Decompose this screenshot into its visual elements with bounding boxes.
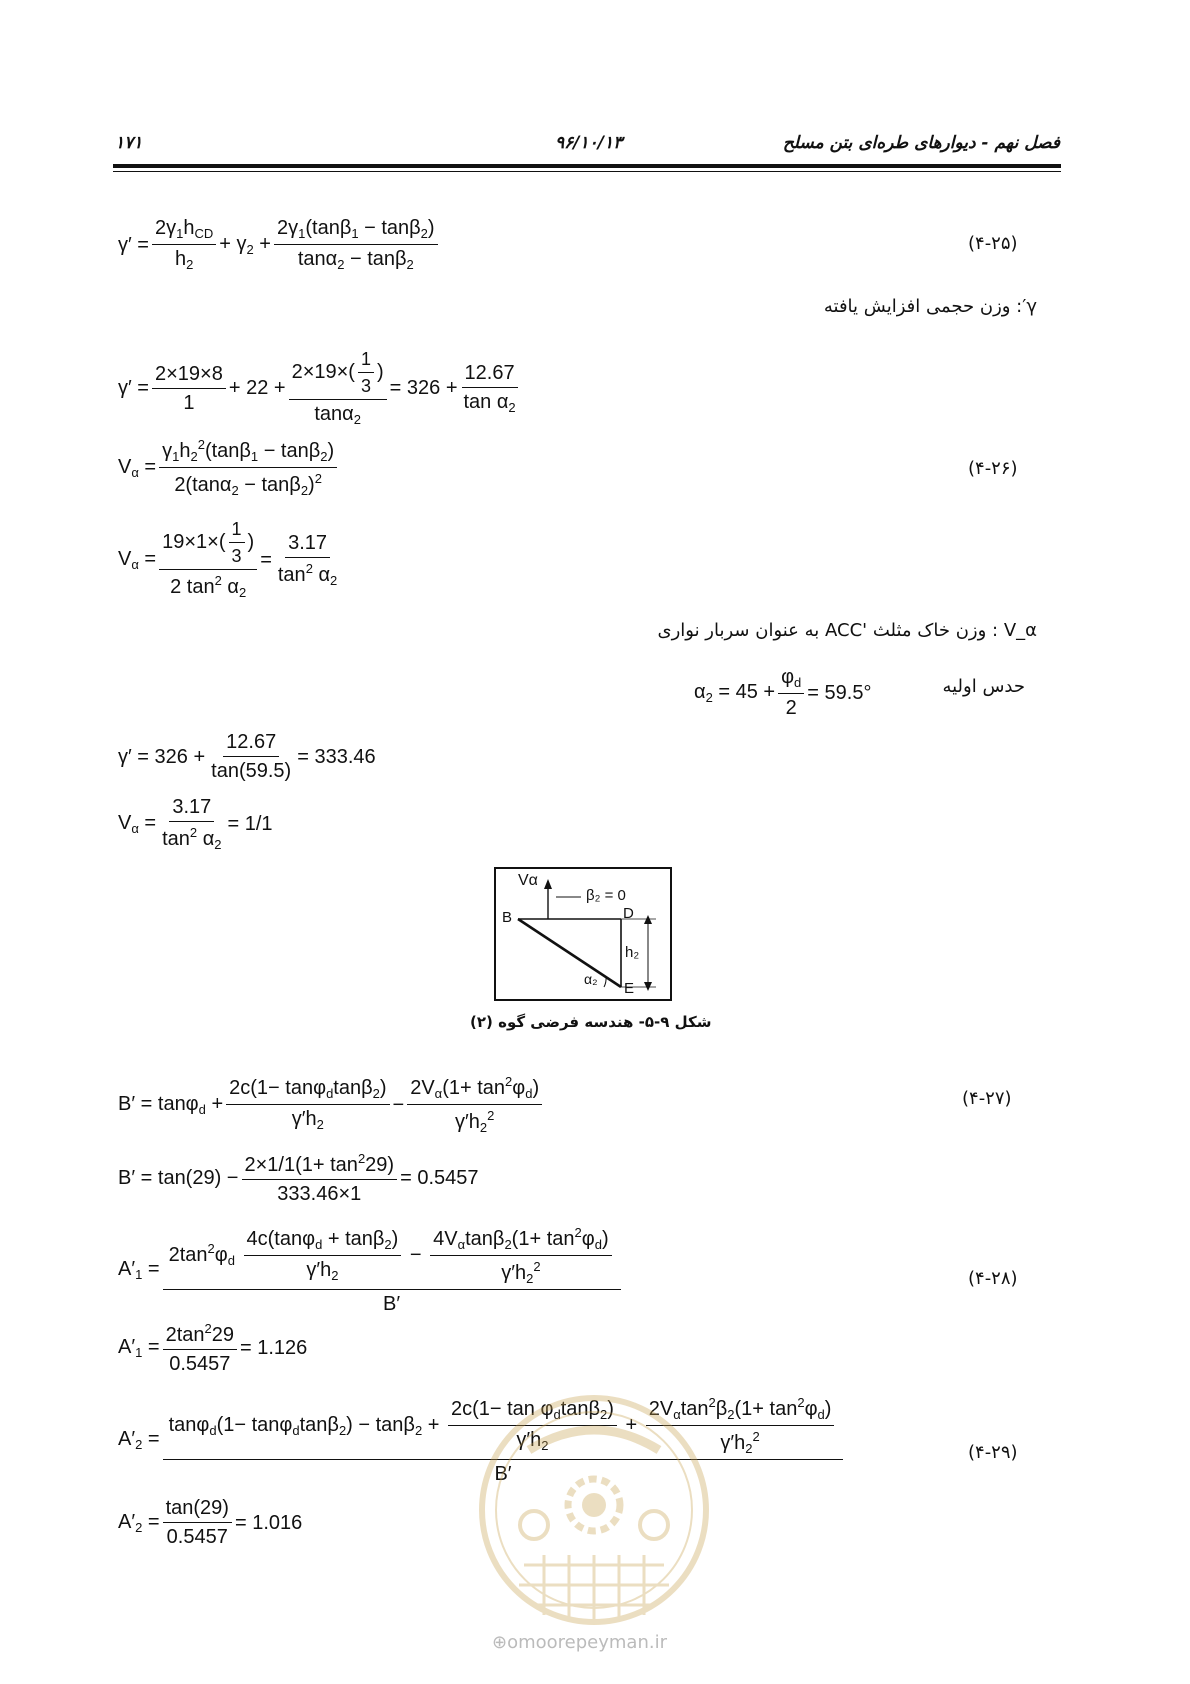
label-D: D (623, 905, 634, 922)
globe-icon: ⊕ (492, 1632, 508, 1653)
bprime-substitution: B′ = tan(29) − $\frac{2\times 1/1(1+ \tan^229)}{333.46\times 1}$ = 0.5457 (118, 1151, 479, 1205)
figure-caption: شکل ۹-۵- هندسه فرضی گوه (۲) (470, 1013, 712, 1031)
label-alpha2: α₂ (584, 971, 598, 987)
gamma-result: γ′ = 326 + $\frac{12.67}{\tan(59.5)}$ = 333.46 (118, 731, 376, 782)
alpha2-guess: $\alpha_2 = 45$ + $\frac{\varphi_d}{2}$ = 59.5° (694, 666, 872, 719)
equation-number-29: (۴-۲۹) (968, 1442, 1018, 1463)
equation-27: B′ = tanφ$_d$ + $\frac{2c(1- \tan\varphi_d\tan\beta_2)}{\gamma'h_2}$ − $\frac{2V_\alpha(1+ \tan^2\varphi_d)}{\gamma'h_2^2}$ (118, 1075, 545, 1134)
equation-25: γ′ = $2\gamma_1h_{CD}$ $h_2$ + $\gamma_2$ + $\frac{2\gamma_1(\tan\beta_1 - \tan\beta_2)}{\tan\alpha_2 - \tan\beta_2}$ (118, 218, 441, 271)
valpha-substitution: $V_\alpha$ = 19×1×( $\frac{1}{3}$ ) 2 $\tan^2 \alpha_2$ = $\frac{3.17}{\tan^2 \alpha_2}$ (118, 519, 338, 600)
label-valpha: Vα (518, 872, 538, 889)
wedge-figure (494, 867, 672, 1001)
a2-result: $A'_2$ = $\frac{\tan(29)}{0.5457}$ = 1.016 (118, 1497, 303, 1548)
equation-number-28: (۴-۲۸) (968, 1268, 1018, 1289)
header-rule-thin (113, 171, 1061, 172)
label-beta2: β₂ = 0 (586, 887, 626, 904)
watermark-site: ⊕omoorepeyman.ir (492, 1632, 667, 1653)
label-B: B (502, 909, 513, 926)
label-E: E (624, 980, 635, 997)
initial-guess-label: حدس اولیه (942, 676, 1025, 697)
label-h2: h₂ (625, 944, 640, 961)
header-date: ۹۶/۱۰/۱۳ (555, 133, 623, 153)
page-number: ۱۷۱ (115, 133, 143, 153)
valpha-definition: V_α : وزن خاک مثلث 'ACC به عنوان سربار نواری (657, 620, 1037, 641)
header-rule-thick (113, 164, 1061, 168)
equation-29: $A'_2$ = tanφ$_d$(1− tanφ$_d$tanβ$_2$) − tanβ$_2$ + $\frac{2c(1- \tan \varphi_d\tan\beta_2)}{\gamma'h_2}$ + $\frac{2V_\alpha\tan^2\beta_2(1+ \tan^2\varphi_d)}{\gamma'h_2^2}$ B′ (118, 1396, 846, 1484)
equation-number-25: (۴-۲۵) (968, 233, 1018, 254)
gamma-substitution: γ′ = $\frac{2\times 19\times 8}{1}$ + 22 + 2×19×( $\frac{1}{3}$ ) tanα$_2$ = 326 + $\frac{12.67}{\tan \alpha_2}$ (118, 349, 516, 427)
chapter-title: فصل نهم - دیوارهای طره‌ای بتن مسلح (782, 133, 1060, 153)
equation-number-27: (۴-۲۷) (962, 1088, 1012, 1109)
equation-number-26: (۴-۲۶) (968, 458, 1018, 479)
equation-26: $V_\alpha$ = $\frac{\gamma_1h_2^2(\tan\beta_1 - \tan\beta_2)}{2(\tan\alpha_2 - \tan\beta_2)^2}$ (118, 438, 340, 497)
equation-28: $A'_1$ = $2\tan^2\varphi_d$ $\frac{4c(\tan\varphi_d + \tan\beta_2)}{\gamma'h_2}$ − $\frac{4V_\alpha\tan\beta_2(1+ \tan^2\varphi_d)}{\gamma'h_2^2}$ B′ (118, 1226, 624, 1314)
a1-result: $A'_1$ = $\frac{2\tan^229}{0.5457}$ = 1.126 (118, 1321, 308, 1375)
gamma-definition: γ′: وزن حجمی افزایش یافته (823, 296, 1037, 317)
valpha-result: $V_\alpha$ = $\frac{3.17}{\tan^2 \alpha_2}$ = 1/1 (118, 796, 273, 852)
